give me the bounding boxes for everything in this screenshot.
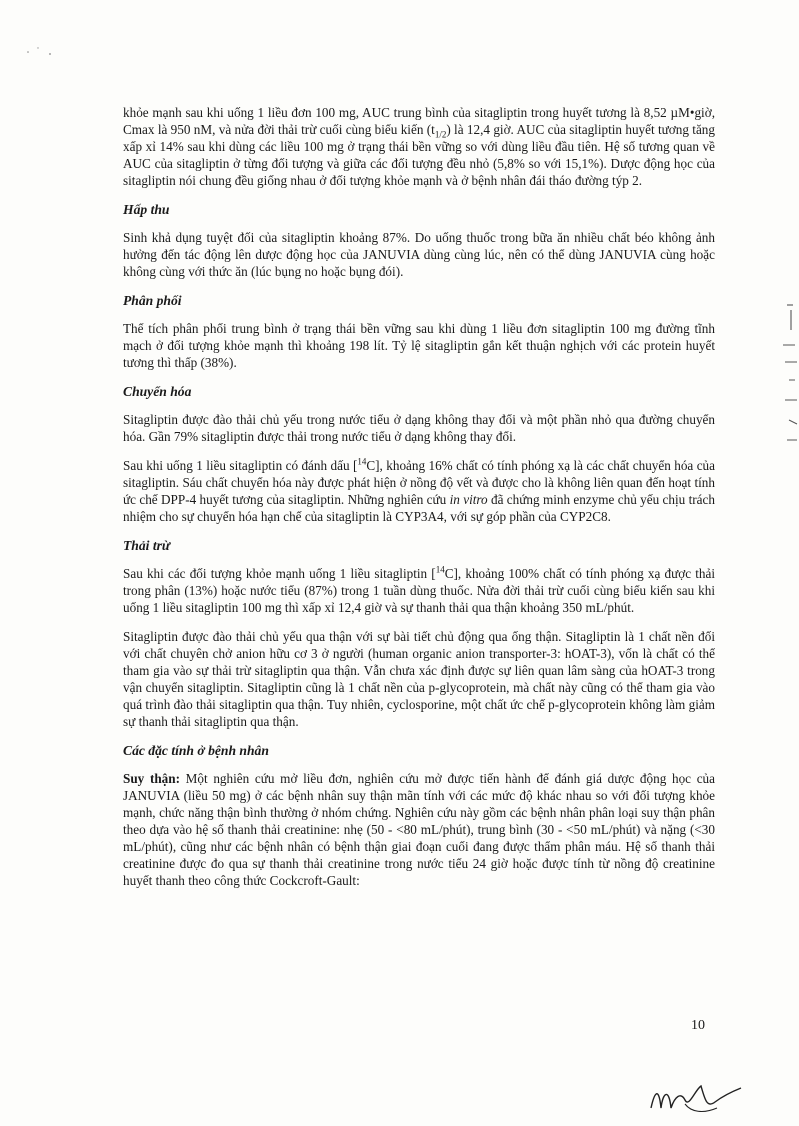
paragraph-excretion-1: Sau khi các đối tượng khỏe mạnh uống 1 liều sitagliptin [$^{14}$C], khoảng 100% chất có tính phóng xạ được thải trong phân (13%) hoặc nước tiểu (87%) trong 1 tuần dùng thuốc. Nửa đời thải trừ cuối cùng biểu kiến sau khi uống 1 liều sitagliptin 100 mg thì xấp xỉ 12,4 giờ và sự thanh thải qua thận khoảng 350 mL/phút. [123,564,715,615]
heading-absorption: Hấp thu [123,202,170,217]
page-edge-stamp-fragments [769,300,799,450]
heading-excretion: Thải trừ [123,538,171,553]
heading-patient-characteristics: Các đặc tính ở bệnh nhân [123,743,269,758]
page-number: 10 [691,1018,705,1033]
heading-distribution: Phân phối [123,293,182,308]
paragraph-renal-insufficiency: Suy thận: Một nghiên cứu mở liều đơn, nghiên cứu mở được tiến hành để đánh giá dược động học của JANUVIA (liều 50 mg) ở các bệnh nhân suy thận mãn tính với các mức độ khác nhau so với đối tượng khỏe mạnh, chức năng thận bình thường ở nhóm chứng. Nghiên cứu này gồm các bệnh nhân phân loại suy thận phân theo dựa vào hệ số thanh thải creatinine: nhẹ (50 - <80 mL/phút), trung bình (30 - <50 mL/phút) và nặng (<30 mL/phút), cũng như các bệnh nhân có bệnh thận giai đoạn cuối đang được thẩm phân máu. Hệ số thanh thải creatinine được đo qua sự thanh thải creatinine trong nước tiểu 24 giờ hoặc được tính từ nồng độ creatinine huyết thanh theo công thức Cockcroft-Gault: [123,771,716,888]
paragraph-distribution: Thể tích phân phối trung bình ở trạng thái bền vững sau khi dùng 1 liều đơn sitagliptin 100 mg đường tĩnh mạch ở đối tượng khỏe mạnh thì khoảng 198 lít. Tỷ lệ sitagliptin gắn kết thuận nghịch với các protein huyết tương thì thấp (38%). [123,321,715,370]
paragraph-pharmacokinetics-intro: khỏe mạnh sau khi uống 1 liều đơn 100 mg, AUC trung bình của sitagliptin trong huyết tương là 8,52 µM•giờ, Cmax là 950 nM, và nửa đời thải trừ cuối cùng biểu kiến $(t_{1/2})$ là 12,4 giờ. AUC của sitagliptin huyết tương tăng xấp xỉ 14% sau khi dùng các liều 100 mg ở trạng thái bền vững so với dùng liều đầu tiên. Hệ số tương quan về AUC của sitagliptin ở từng đối tượng và giữa các đối tượng đều nhỏ (5,8% so với 15,1%). Dược động học của sitagliptin nói chung đều giống nhau ở đối tượng khỏe mạnh và ở bệnh nhân đái tháo đường týp 2. [123,105,715,188]
document-body [123,104,715,901]
scan-speck-marks [20,30,60,60]
paragraph-metabolism-1: Sitagliptin được đào thải chủ yếu trong nước tiểu ở dạng không thay đổi và một phần nhỏ qua đường chuyển hóa. Gần 79% sitagliptin được thải trong nước tiểu ở dạng không thay đổi. [123,412,715,444]
edge-stamp-icon [769,300,799,450]
heading-metabolism: Chuyển hóa [123,384,192,399]
handwritten-signature [645,1078,745,1122]
paragraph-excretion-2: Sitagliptin được đào thải chủ yếu qua thận với sự bài tiết chủ động qua ống thận. Sitagliptin là 1 chất nền đối với chất chuyên chở anion hữu cơ 3 ở người (human organic anion transporter-3: hOAT-3), vốn là chất có thể tham gia vào sự thải trừ sitagliptin qua thận. Vẫn chưa xác định được sự liên quan lâm sàng của hOAT-3 trong vận chuyển sitagliptin. Sitagliptin cũng là 1 chất nền của p-glycoprotein, mà chất này cũng có thể tham gia vào quá trình đào thải sitagliptin qua thận. Tuy nhiên, cyclosporine, một chất ức chế p-glycoprotein không làm giảm sự thanh thải sitagliptin qua thận. [123,629,715,729]
paragraph-metabolism-2: Sau khi uống 1 liều sitagliptin có đánh dấu [$^{14}$C], khoảng 16% chất có tính phóng xạ là các chất chuyển hóa của sitagliptin. Sáu chất chuyển hóa này được phát hiện ở nồng độ vết và được cho là không liên quan đến hoạt tính ức chế DPP-4 huyết tương của sitagliptin. Những nghiên cứu in vitro đã chứng minh enzyme chủ yếu chịu trách nhiệm cho sự chuyển hóa hạn chế của sitagliptin là CYP3A4, với sự góp phần của CYP2C8. [123,456,715,524]
paragraph-absorption: Sinh khả dụng tuyệt đối của sitagliptin khoảng 87%. Do uống thuốc trong bữa ăn nhiều chất béo không ảnh hưởng đến tác động lên dược động học của JANUVIA dùng cùng lúc, nên có thể dùng JANUVIA cùng hoặc không cùng với thức ăn (lúc bụng no hoặc bụng đói). [123,230,715,279]
